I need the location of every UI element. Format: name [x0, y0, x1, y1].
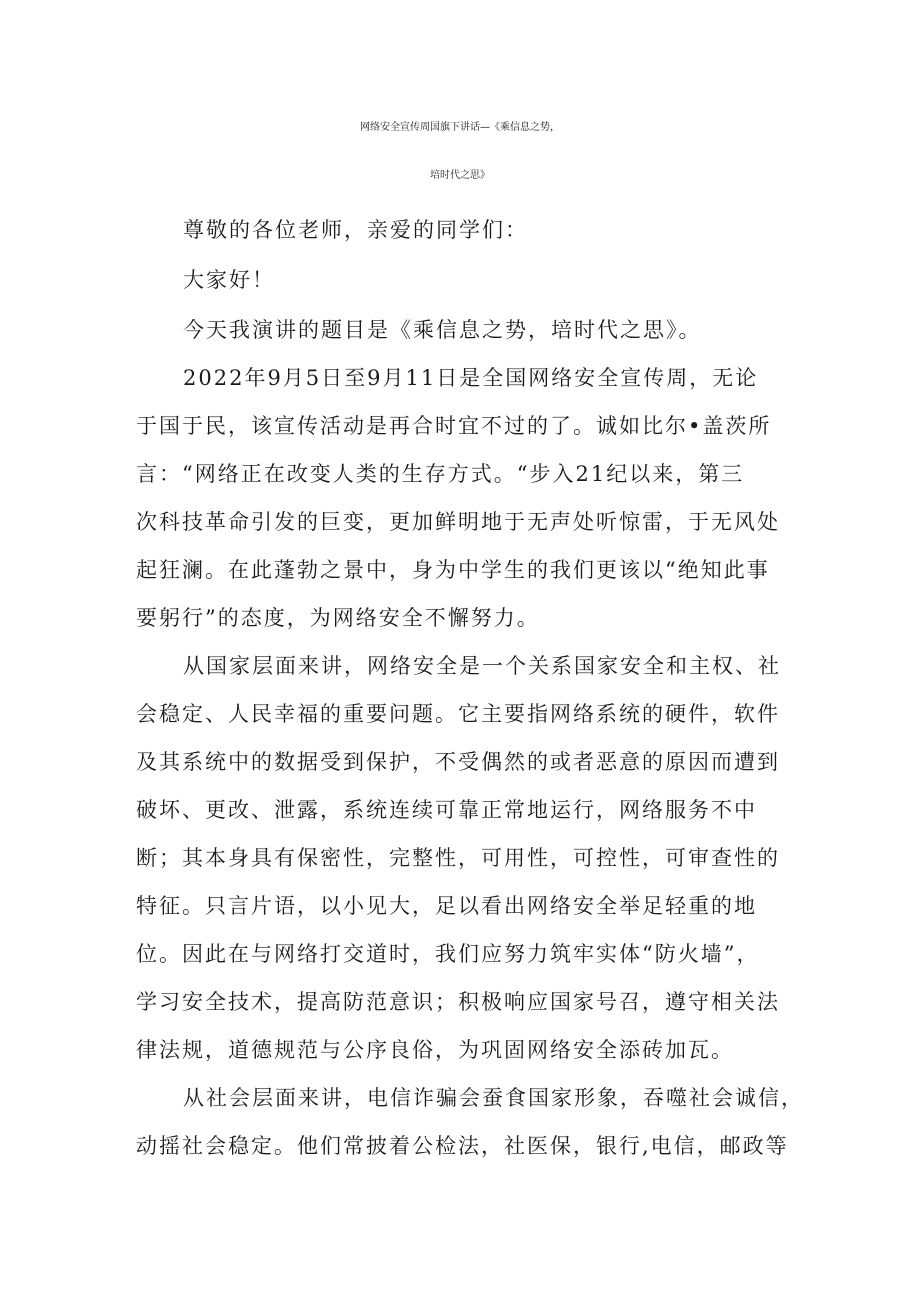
body-line: 次科技革命引发的巨变，更加鲜明地于无声处听惊雷，于无风处	[136, 510, 780, 534]
document-title-line-2: 培时代之思》	[430, 170, 490, 181]
salutation-line: 尊敬的各位老师，亲爱的同学们：	[183, 218, 528, 242]
body-line: 从国家层面来讲，网络安全是一个关系国家安全和主权、社	[183, 654, 781, 678]
body-line: 从社会层面来讲，电信诈骗会蚕食国家形象，吞噬社会诚信，	[183, 1086, 804, 1110]
body-line: 2022年9月5日至9月11日是全国网络安全宣传周，无论	[183, 366, 759, 390]
body-line: 起狂澜。在此蓬勃之景中，身为中学生的我们更该以“绝知此事	[136, 558, 770, 582]
body-line: 位。因此在与网络打交道时，我们应努力筑牢实体“防火墙”，	[136, 942, 760, 966]
body-line: 要躬行”的态度，为网络安全不懈努力。	[136, 606, 540, 630]
body-line: 及其系统中的数据受到保护，不受偶然的或者恶意的原因而遭到	[136, 750, 780, 774]
body-line: 断；其本身具有保密性，完整性，可用性，可控性，可审查性的	[136, 846, 780, 870]
speech-topic-line: 今天我演讲的题目是《乘信息之势，培时代之思》。	[183, 318, 702, 342]
body-line: 特征。只言片语，以小见大，足以看出网络安全举足轻重的地	[136, 894, 757, 918]
body-line: 学习安全技术，提高防范意识；积极响应国家号召，遵守相关法	[136, 990, 780, 1014]
body-line: 律法规，道德规范与公序良俗，为巩固网络安全添砖加瓦。	[136, 1038, 734, 1062]
greeting-line: 大家好！	[183, 268, 275, 292]
body-line: 动摇社会稳定。他们常披着公检法，社医保，银行,电信，邮政等	[136, 1134, 789, 1158]
document-title-line-1: 网络安全宣传周国旗下讲话—《乘信息之势，	[360, 122, 560, 133]
body-line: 会稳定、人民幸福的重要问题。它主要指网络系统的硬件，软件	[136, 702, 780, 726]
body-line: 破坏、更改、泄露，系统连续可靠正常地运行，网络服务不中	[136, 798, 757, 822]
body-line: 于国于民，该宣传活动是再合时宜不过的了。诚如比尔•盖茨所	[136, 414, 772, 438]
body-line: 言：“网络正在改变人类的生存方式。“步入21纪以来，第三	[136, 462, 745, 486]
